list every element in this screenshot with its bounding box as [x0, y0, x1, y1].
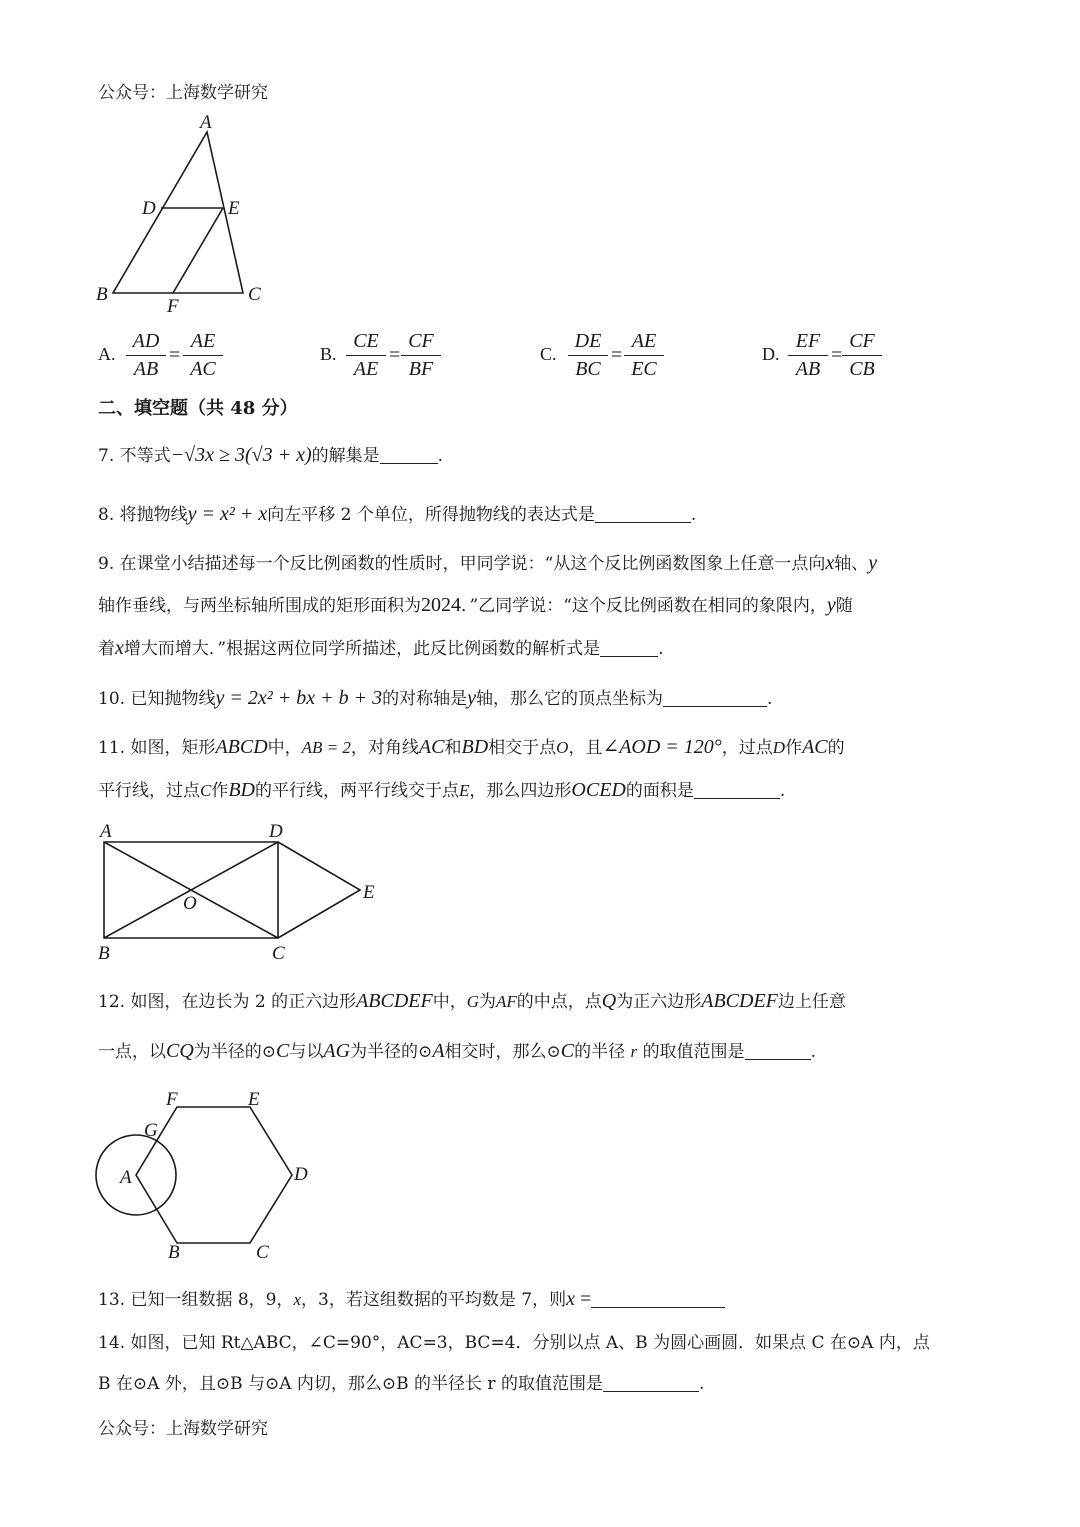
label-a: A — [200, 112, 212, 133]
question-9-line-2: 轴作垂线，与两坐标轴所围成的矩形面积为2024．”乙同学说：“这个反比例函数在相同的象限内，y随 — [98, 594, 853, 616]
label-b: B — [98, 943, 110, 964]
question-11-line-2: 平行线，过点C作BD的平行线，两平行线交于点E，那么四边形OCED的面积是 . — [98, 779, 786, 801]
page-footer: 公众号：上海数学研究 — [98, 1419, 268, 1439]
label-e: E — [363, 882, 375, 903]
parabola-math: y = 2x² + bx + b + 3 — [215, 687, 383, 709]
label-d: D — [142, 198, 156, 219]
label-c: C — [256, 1242, 269, 1263]
label-e: E — [248, 1089, 260, 1110]
segments-de-ec — [278, 842, 360, 938]
fraction-rhs: $\frac{AE}{EC}$ — [624, 330, 664, 381]
hexagon-abcdef — [136, 1107, 292, 1243]
question-9-line-3: 着x增大而增大．”根据这两位同学所描述，此反比例函数的解析式是 . — [98, 637, 664, 659]
label-d: D — [269, 821, 283, 842]
label-f: F — [166, 1089, 178, 1110]
answer-blank — [591, 1306, 725, 1308]
question-13: 13. 已知一组数据 8，9，x，3，若这组数据的平均数是 7，则x = — [98, 1285, 725, 1311]
hexagon-figure — [88, 1085, 328, 1265]
section-title: 二、填空题（共 48 分） — [98, 398, 298, 419]
page-header: 公众号：上海数学研究 — [98, 83, 268, 103]
question-12-line-2: 一点，以CQ为半径的⊙C与以AG为半径的⊙A相交时，那么⊙C的半径 r 的取值范围是 . — [98, 1040, 816, 1062]
answer-blank — [694, 797, 780, 799]
label-a: A — [120, 1167, 132, 1188]
answer-blank — [380, 462, 438, 464]
question-14-line-2: B 在⊙A 外，且⊙B 与⊙A 内切，那么⊙B 的半径长 r 的取值范围是 . — [98, 1374, 705, 1394]
inequality-math: −√3x ≥ 3(√3 + x) — [170, 444, 312, 466]
question-10: 10. 已知抛物线y = 2x² + bx + b + 3的对称轴是y轴，那么它的顶点坐标为 . — [98, 687, 773, 709]
question-9-line-1: 9. 在课堂小结描述每一个反比例函数的性质时，甲同学说：“从这个反比例函数图象上任意一点向x轴、y — [98, 552, 878, 574]
answer-blank — [600, 655, 658, 657]
label-f: F — [167, 296, 179, 317]
parabola-math: y = x² + x — [187, 503, 268, 525]
question-8: 8. 将抛物线y = x² + x向左平移 2 个单位，所得抛物线的表达式是 . — [98, 503, 697, 525]
fraction-rhs: $\frac{AE}{AC}$ — [183, 330, 223, 381]
fraction-rhs: $\frac{CF}{CB}$ — [842, 330, 882, 381]
label-e: E — [228, 198, 240, 219]
answer-blank — [663, 705, 767, 707]
fraction-rhs: $\frac{CF}{BF}$ — [401, 330, 441, 381]
question-14-line-1: 14. 如图，已知 Rt△ABC，∠C=90°，AC=3，BC=4．分别以点 A、B 为圆心画圆．如果点 C 在⊙A 内，点 — [98, 1333, 930, 1353]
triangle-figure — [90, 108, 280, 318]
segment-ef — [173, 208, 223, 293]
fraction-lhs: $\frac{EF}{AB}$ — [788, 330, 828, 381]
answer-blank — [595, 521, 691, 523]
answer-blank — [603, 1390, 699, 1392]
label-d: D — [294, 1164, 308, 1185]
fraction-lhs: $\frac{CE}{AE}$ — [346, 330, 386, 381]
question-7: 7. 不等式−√3x ≥ 3(√3 + x)的解集是 . — [98, 444, 444, 466]
label-b: B — [96, 284, 108, 305]
label-o: O — [183, 893, 197, 914]
rectangle-figure — [92, 818, 392, 968]
label-c: C — [248, 284, 261, 305]
question-12-line-1: 12. 如图，在边长为 2 的正六边形ABCDEF中，G为AF的中点，点Q为正六边形ABCDEF边上任意 — [98, 990, 846, 1012]
label-a: A — [100, 821, 112, 842]
question-11-line-1: 11. 如图，矩形ABCD中，AB = 2，对角线AC和BD相交于点O，且∠AOD = 120°，过点D作AC的 — [98, 736, 845, 758]
fraction-lhs: $\frac{DE}{BC}$ — [568, 330, 608, 381]
fraction-lhs: $\frac{AD}{AB}$ — [126, 330, 166, 381]
label-c: C — [272, 943, 285, 964]
answer-blank — [745, 1058, 811, 1060]
label-g: G — [144, 1120, 158, 1141]
triangle-abc — [113, 132, 243, 293]
label-b: B — [168, 1242, 180, 1263]
